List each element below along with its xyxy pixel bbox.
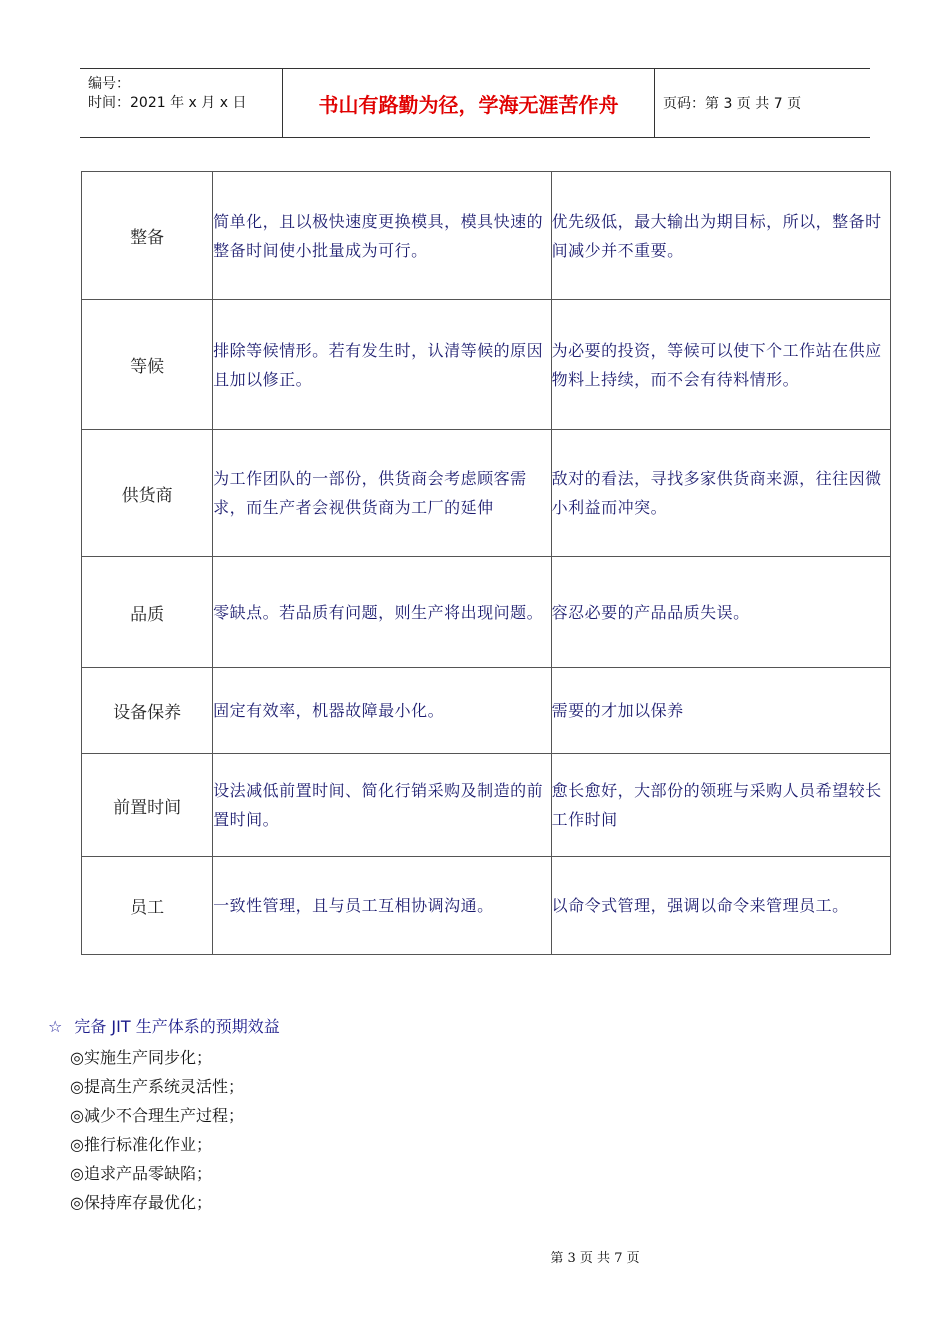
star-icon: ☆ xyxy=(48,1017,63,1036)
row-jit-description: 简单化，且以极快速度更换模具，模具快速的整备时间使小批量成为可行。 xyxy=(213,172,551,300)
page-footer: 第 3 页 共 7 页 xyxy=(550,1251,640,1266)
row-traditional-description: 需要的才加以保养 xyxy=(551,668,890,754)
row-traditional-description: 容忍必要的产品品质失误。 xyxy=(551,557,890,668)
list-item: ◎推行标准化作业； xyxy=(70,1135,212,1154)
row-traditional-description: 敌对的看法，寻找多家供货商来源，往往因微小利益而冲突。 xyxy=(551,430,890,557)
document-number-label: 编号： xyxy=(88,76,130,92)
row-traditional-description: 愈长愈好，大部份的领班与采购人员希望较长工作时间 xyxy=(551,754,890,857)
row-category: 品质 xyxy=(82,557,213,668)
row-category: 等候 xyxy=(82,300,213,430)
row-jit-description: 设法减低前置时间、简化行销采购及制造的前置时间。 xyxy=(213,754,551,857)
table-row xyxy=(82,172,891,300)
row-jit-description: 排除等候情形。若有发生时，认清等候的原因且加以修正。 xyxy=(213,300,551,430)
row-jit-description: 为工作团队的一部份，供货商会考虑顾客需求，而生产者会视供货商为工厂的延伸 xyxy=(213,430,551,557)
row-category: 设备保养 xyxy=(82,668,213,754)
header-meta xyxy=(80,69,283,137)
row-jit-description: 固定有效率，机器故障最小化。 xyxy=(213,668,551,754)
list-item: ◎追求产品零缺陷； xyxy=(70,1164,212,1183)
row-traditional-description: 优先级低，最大输出为期目标，所以，整备时间减少并不重要。 xyxy=(551,172,890,300)
row-jit-description: 零缺点。若品质有问题，则生产将出现问题。 xyxy=(213,557,551,668)
list-item: ◎实施生产同步化； xyxy=(70,1048,212,1067)
header-motto: 书山有路勤为径，学海无涯苦作舟 xyxy=(283,69,655,137)
list-item: ◎提高生产系统灵活性； xyxy=(70,1077,244,1096)
section-heading xyxy=(48,1014,280,1037)
row-traditional-description: 以命令式管理，强调以命令来管理员工。 xyxy=(551,857,890,955)
row-category: 供货商 xyxy=(82,430,213,557)
table-row xyxy=(82,557,891,668)
row-category: 整备 xyxy=(82,172,213,300)
page-header xyxy=(80,68,870,138)
comparison-table xyxy=(81,171,891,955)
document-date-label: 时间：2021 年 x 月 x 日 xyxy=(88,95,247,111)
table-row xyxy=(82,668,891,754)
row-traditional-description: 为必要的投资，等候可以使下个工作站在供应物料上持续，而不会有待料情形。 xyxy=(551,300,890,430)
header-page-number: 页码：第 3 页 共 7 页 xyxy=(663,96,802,112)
table-row xyxy=(82,300,891,430)
row-category: 员工 xyxy=(82,857,213,955)
row-jit-description: 一致性管理，且与员工互相协调沟通。 xyxy=(213,857,551,955)
table-row xyxy=(82,754,891,857)
benefit-list xyxy=(70,1043,244,1217)
section-title: 完备 JIT 生产体系的预期效益 xyxy=(74,1017,280,1036)
table-row xyxy=(82,857,891,955)
table-row xyxy=(82,430,891,557)
list-item: ◎保持库存最优化； xyxy=(70,1193,212,1212)
list-item: ◎减少不合理生产过程； xyxy=(70,1106,244,1125)
row-category: 前置时间 xyxy=(82,754,213,857)
